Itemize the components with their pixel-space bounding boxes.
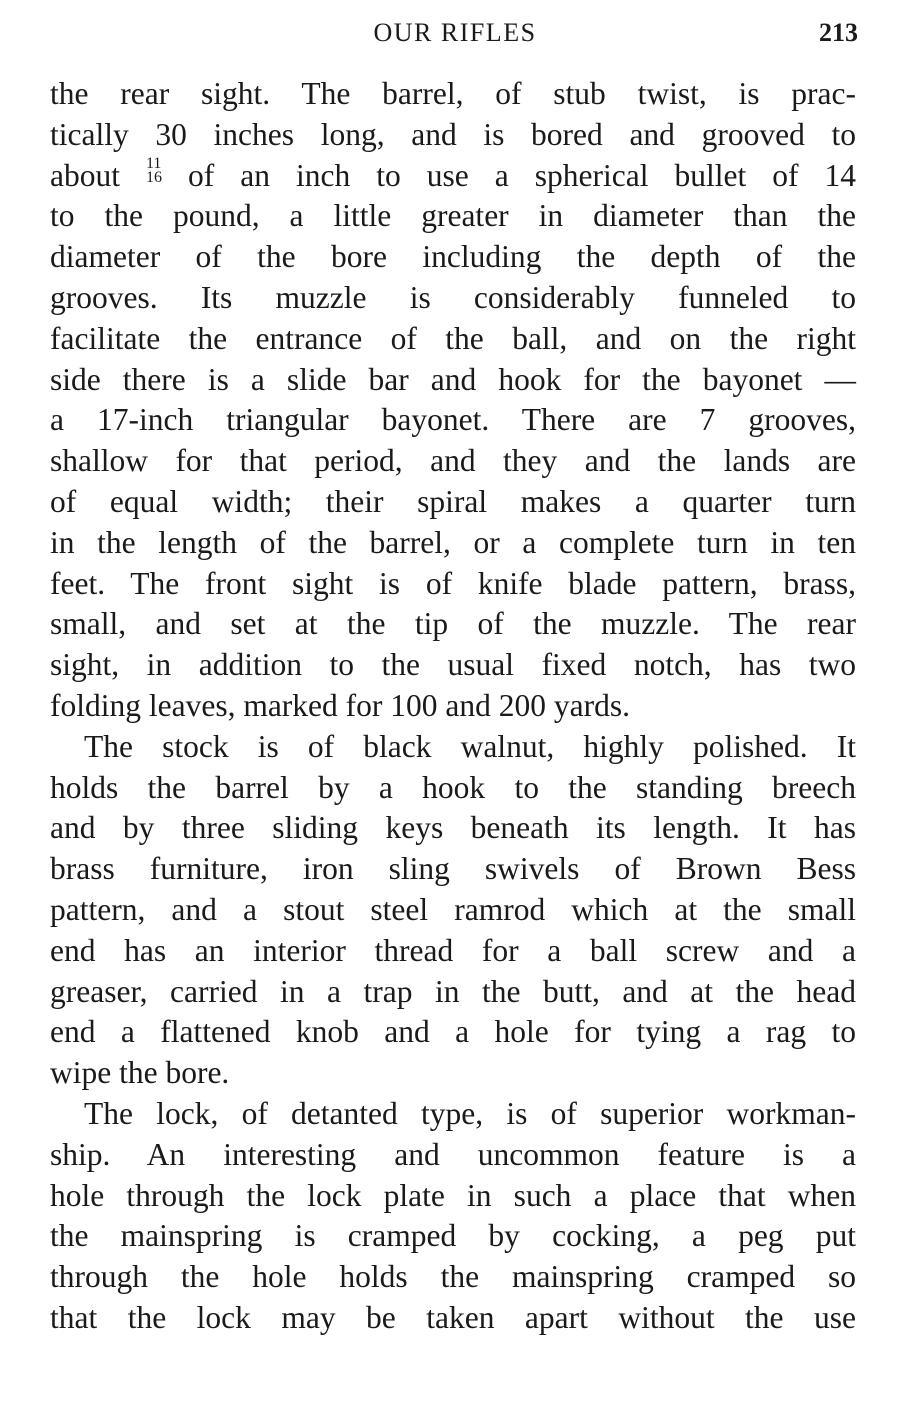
text-line: to the pound, a little greater in diameter than the — [50, 198, 856, 234]
text-line: pattern, and a stout steel ramrod which at the small — [50, 891, 856, 927]
text-line: wipe the bore. — [50, 1055, 230, 1091]
text-line: the mainspring is cramped by cocking, a peg put — [50, 1218, 856, 1254]
text-line: tically 30 inches long, and is bored and grooved to — [50, 116, 856, 152]
text-fragment: about — [50, 157, 146, 193]
page-number: 213 — [819, 18, 858, 47]
text-line: grooves. Its muzzle is considerably funneled to — [50, 279, 856, 315]
text-line: holds the barrel by a hook to the standing breech — [50, 769, 856, 805]
text-fragment: of an inch to use a spherical bullet of 14 — [162, 157, 856, 193]
text-line: end a flattened knob and a hole for tying a rag to — [50, 1014, 856, 1050]
text-line: greaser, carried in a trap in the butt, and at the head — [50, 973, 856, 1009]
text-line: hole through the lock plate in such a place that when — [50, 1177, 856, 1213]
text-line: shallow for that period, and they and the lands are — [50, 443, 856, 479]
text-line: of equal width; their spiral makes a quarter turn — [50, 483, 856, 519]
fraction-numerator: 11 — [146, 154, 162, 172]
text-line: that the lock may be taken apart without the use — [50, 1299, 856, 1335]
text-line: and by three sliding keys beneath its length. It has — [50, 810, 856, 846]
body-text — [50, 74, 856, 1339]
text-line: brass furniture, iron sling swivels of Brown Bess — [50, 851, 856, 887]
text-line: a 17-inch triangular bayonet. There are 7 grooves, — [50, 402, 856, 438]
text-line: diameter of the bore including the depth of the — [50, 239, 856, 275]
text-line: sight, in addition to the usual fixed notch, has two — [50, 647, 856, 683]
fraction-denominator: 16 — [146, 168, 162, 186]
text-line: The lock, of detanted type, is of superior workman- — [84, 1095, 856, 1131]
text-line: ship. An interesting and uncommon feature is a — [50, 1136, 856, 1172]
text-line: side there is a slide bar and hook for the bayonet — — [50, 361, 856, 397]
text-line: through the hole holds the mainspring cramped so — [50, 1259, 856, 1295]
text-line: small, and set at the tip of the muzzle. The rear — [50, 606, 856, 642]
text-line: the rear sight. The barrel, of stub twist, is prac- — [50, 76, 856, 111]
text-line: end has an interior thread for a ball screw and a — [50, 932, 856, 968]
text-line: The stock is of black walnut, highly polished. It — [84, 728, 856, 764]
fraction — [146, 154, 162, 186]
text-line: feet. The front sight is of knife blade pattern, brass, — [50, 565, 856, 601]
text-line: facilitate the entrance of the ball, and on the right — [50, 320, 856, 356]
text-line: folding leaves, marked for 100 and 200 yards. — [50, 687, 630, 723]
running-head — [52, 14, 858, 54]
text-line-with-fraction — [50, 156, 856, 197]
text-line: in the length of the barrel, or a complete turn in ten — [50, 524, 856, 560]
running-title: OUR RIFLES — [373, 18, 537, 47]
